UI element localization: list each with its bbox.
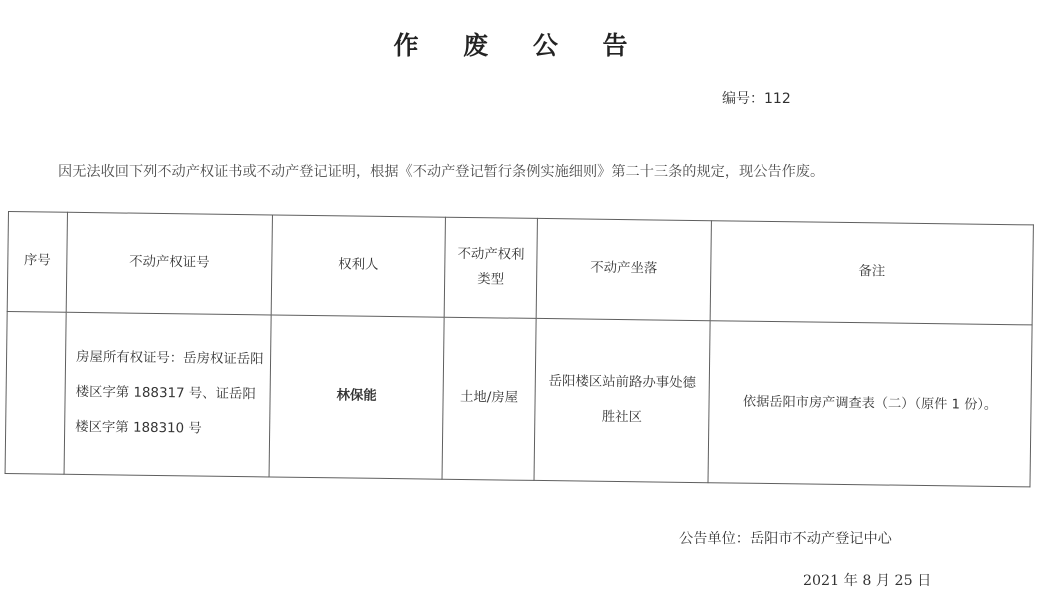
notice-body: 因无法收回下列不动产权证书或不动产登记证明，根据《不动产登记暂行条例实施细则》第二十三条的规定，现公告作废。 [58, 164, 825, 180]
notice-number: 编号：112 [722, 91, 791, 107]
table-row [5, 311, 1032, 486]
header-remark: 备注 [710, 221, 1033, 325]
cell-owner: 林保能 [269, 315, 444, 479]
cell-remark: 依据岳阳市房产调查表（二）（原件 1 份）。 [708, 321, 1032, 487]
header-certificate: 不动产权证号 [66, 212, 272, 315]
header-owner: 权利人 [271, 215, 445, 317]
notice-table [5, 211, 1034, 487]
cell-index [5, 311, 66, 474]
cell-certificate: 房屋所有权证号：岳房权证岳阳楼区字第 188317 号、证岳阳楼区字第 188310 号 [64, 312, 271, 477]
cell-location: 岳阳楼区站前路办事处德胜社区 [534, 318, 710, 482]
header-right-type: 不动产权利类型 [444, 217, 537, 318]
issuing-unit: 公告单位：岳阳市不动产登记中心 [679, 531, 892, 547]
notice-table-wrapper [5, 211, 1034, 484]
header-location: 不动产坐落 [536, 218, 711, 320]
header-index: 序号 [7, 212, 67, 313]
issue-date: 2021 年 8 月 25 日 [803, 573, 932, 589]
notice-title: 作 废 公 告 [393, 31, 646, 60]
table-header-row [7, 212, 1033, 325]
cell-right-type: 土地/房屋 [442, 317, 536, 480]
